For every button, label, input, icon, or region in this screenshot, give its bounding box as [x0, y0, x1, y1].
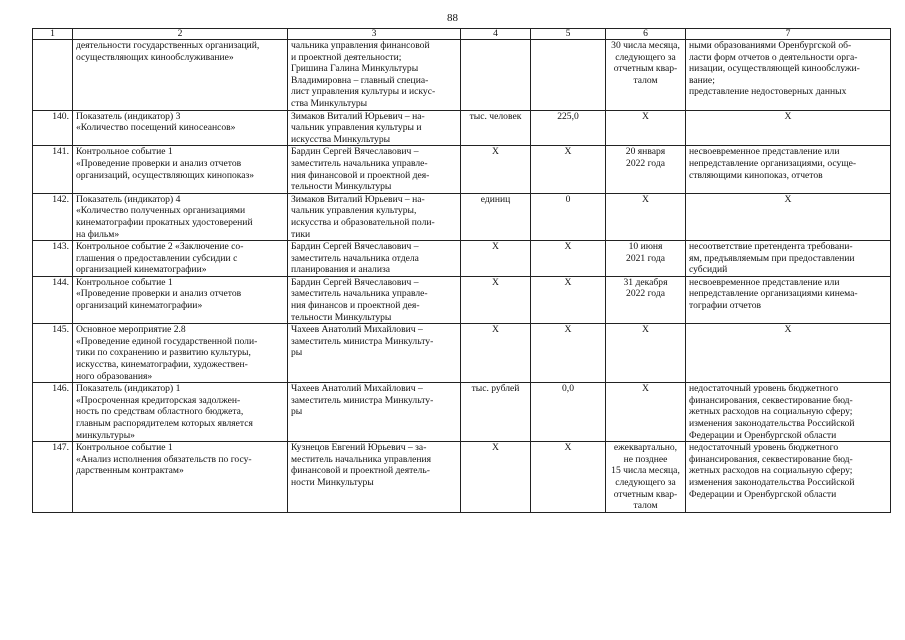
- row-number-cell: 142.: [33, 193, 73, 240]
- unit-cell: Х: [461, 442, 531, 513]
- event-name-cell: Контрольное событие 2 «Заключение со- глашения о предоставлении субсидии с организацией кинематографии»: [73, 241, 288, 277]
- risks-cell: Х: [686, 193, 891, 240]
- deadline-cell: 31 декабря 2022 года: [606, 276, 686, 323]
- row-number-cell: 143.: [33, 241, 73, 277]
- event-name-cell: деятельности государственных организаций, осуществляющих кинообслуживание»: [73, 40, 288, 111]
- table-row: [33, 146, 891, 193]
- row-number-cell: 141.: [33, 146, 73, 193]
- unit-cell: Х: [461, 324, 531, 383]
- value-cell: Х: [531, 241, 606, 277]
- deadline-cell: Х: [606, 324, 686, 383]
- table-row: [33, 383, 891, 442]
- row-number-cell: 144.: [33, 276, 73, 323]
- deadline-cell: Х: [606, 193, 686, 240]
- page-number: 88: [447, 12, 458, 24]
- event-name-cell: Показатель (индикатор) 1 «Просроченная кредиторская задолжен- ность по средствам областного бюджета, главным распорядителем которых является минкультуры»: [73, 383, 288, 442]
- unit-cell: тыс. человек: [461, 110, 531, 146]
- value-cell: 225,0: [531, 110, 606, 146]
- responsible-cell: Бардин Сергей Вячеславович – заместитель начальника управле- ния финансов и проектной дея- тельности Минкультуры: [288, 276, 461, 323]
- event-name-cell: Показатель (индикатор) 4 «Количество полученных организациями кинематографии прокатных удостоверений на фильм»: [73, 193, 288, 240]
- risks-cell: Х: [686, 324, 891, 383]
- risks-cell: Х: [686, 110, 891, 146]
- event-name-cell: Контрольное событие 1 «Проведение проверки и анализ отчетов организаций кинематографии»: [73, 276, 288, 323]
- deadline-cell: ежеквартально, не позднее 15 числа месяца, следующего за отчетным квар- талом: [606, 442, 686, 513]
- column-header: 2: [73, 29, 288, 40]
- value-cell: Х: [531, 442, 606, 513]
- column-header: 4: [461, 29, 531, 40]
- responsible-cell: Бардин Сергей Вячеславович – заместитель начальника управле- ния финансовой и проектной дея- тельности Минкультуры: [288, 146, 461, 193]
- column-header: 7: [686, 29, 891, 40]
- responsible-cell: Кузнецов Евгений Юрьевич – за- меститель начальника управления финансовой и проектной деятель- ности Минкультуры: [288, 442, 461, 513]
- table-header-row: [33, 29, 891, 40]
- responsible-cell: Зимаков Виталий Юрьевич – на- чальник управления культуры, искусства и образовательной поли- тики: [288, 193, 461, 240]
- deadline-cell: 20 января 2022 года: [606, 146, 686, 193]
- risks-cell: ными образованиями Оренбургской об- ласти форм отчетов о деятельности орга- низации, осуществляющей кинообслужи- вание; представление недостоверных данных: [686, 40, 891, 111]
- table-row: [33, 40, 891, 111]
- event-name-cell: Контрольное событие 1 «Анализ исполнения обязательств по госу- дарственным контрактам»: [73, 442, 288, 513]
- unit-cell: единиц: [461, 193, 531, 240]
- risks-cell: недостаточный уровень бюджетного финансирования, секвестирование бюд- жетных расходов на социальную сферу; изменения законодательства Российской Федерации и Оренбургской области: [686, 383, 891, 442]
- row-number-cell: [33, 40, 73, 111]
- deadline-cell: Х: [606, 110, 686, 146]
- value-cell: 0: [531, 193, 606, 240]
- unit-cell: Х: [461, 276, 531, 323]
- risks-cell: несвоевременное представление или непредставление организациями, осуще- ствляющими кинопоказ, отчетов: [686, 146, 891, 193]
- row-number-cell: 147.: [33, 442, 73, 513]
- table-row: [33, 276, 891, 323]
- risks-cell: несвоевременное представление или непредставление организациями кинема- тографии отчетов: [686, 276, 891, 323]
- column-header: 1: [33, 29, 73, 40]
- row-number-cell: 146.: [33, 383, 73, 442]
- event-name-cell: Контрольное событие 1 «Проведение проверки и анализ отчетов организаций, осуществляющих кинопоказ»: [73, 146, 288, 193]
- deadline-cell: 10 июня 2021 года: [606, 241, 686, 277]
- row-number-cell: 145.: [33, 324, 73, 383]
- value-cell: Х: [531, 146, 606, 193]
- measures-table: [32, 28, 891, 513]
- table-row: [33, 241, 891, 277]
- event-name-cell: Основное мероприятие 2.8 «Проведение единой государственной поли- тики по сохранению и развитию культуры, искусства, кинематографии, художествен- ного образования»: [73, 324, 288, 383]
- row-number-cell: 140.: [33, 110, 73, 146]
- deadline-cell: Х: [606, 383, 686, 442]
- responsible-cell: Чахеев Анатолий Михайлович – заместитель министра Минкульту- ры: [288, 383, 461, 442]
- unit-cell: Х: [461, 241, 531, 277]
- responsible-cell: чальника управления финансовой и проектной деятельности; Гришина Галина Минкультуры Владимировна – главный специа- лист управления культуры и искус- ства Минкультуры: [288, 40, 461, 111]
- responsible-cell: Бардин Сергей Вячеславович – заместитель начальника отдела планирования и анализа: [288, 241, 461, 277]
- unit-cell: Х: [461, 146, 531, 193]
- unit-cell: [461, 40, 531, 111]
- table-row: [33, 193, 891, 240]
- table-row: [33, 324, 891, 383]
- column-header: 3: [288, 29, 461, 40]
- column-header: 5: [531, 29, 606, 40]
- column-header: 6: [606, 29, 686, 40]
- value-cell: [531, 40, 606, 111]
- risks-cell: несоответствие претендента требовани- ям, предъявляемым при предоставлении субсидий: [686, 241, 891, 277]
- unit-cell: тыс. рублей: [461, 383, 531, 442]
- deadline-cell: 30 числа месяца, следующего за отчетным квар- талом: [606, 40, 686, 111]
- event-name-cell: Показатель (индикатор) 3 «Количество посещений киносеансов»: [73, 110, 288, 146]
- risks-cell: недостаточный уровень бюджетного финансирования, секвестирование бюд- жетных расходов на социальную сферу; изменения законодательства Российской Федерации и Оренбургской области: [686, 442, 891, 513]
- value-cell: 0,0: [531, 383, 606, 442]
- table-row: [33, 110, 891, 146]
- responsible-cell: Зимаков Виталий Юрьевич – на- чальник управления культуры и искусства Минкультуры: [288, 110, 461, 146]
- responsible-cell: Чахеев Анатолий Михайлович – заместитель министра Минкульту- ры: [288, 324, 461, 383]
- value-cell: Х: [531, 276, 606, 323]
- value-cell: Х: [531, 324, 606, 383]
- table-row: [33, 442, 891, 513]
